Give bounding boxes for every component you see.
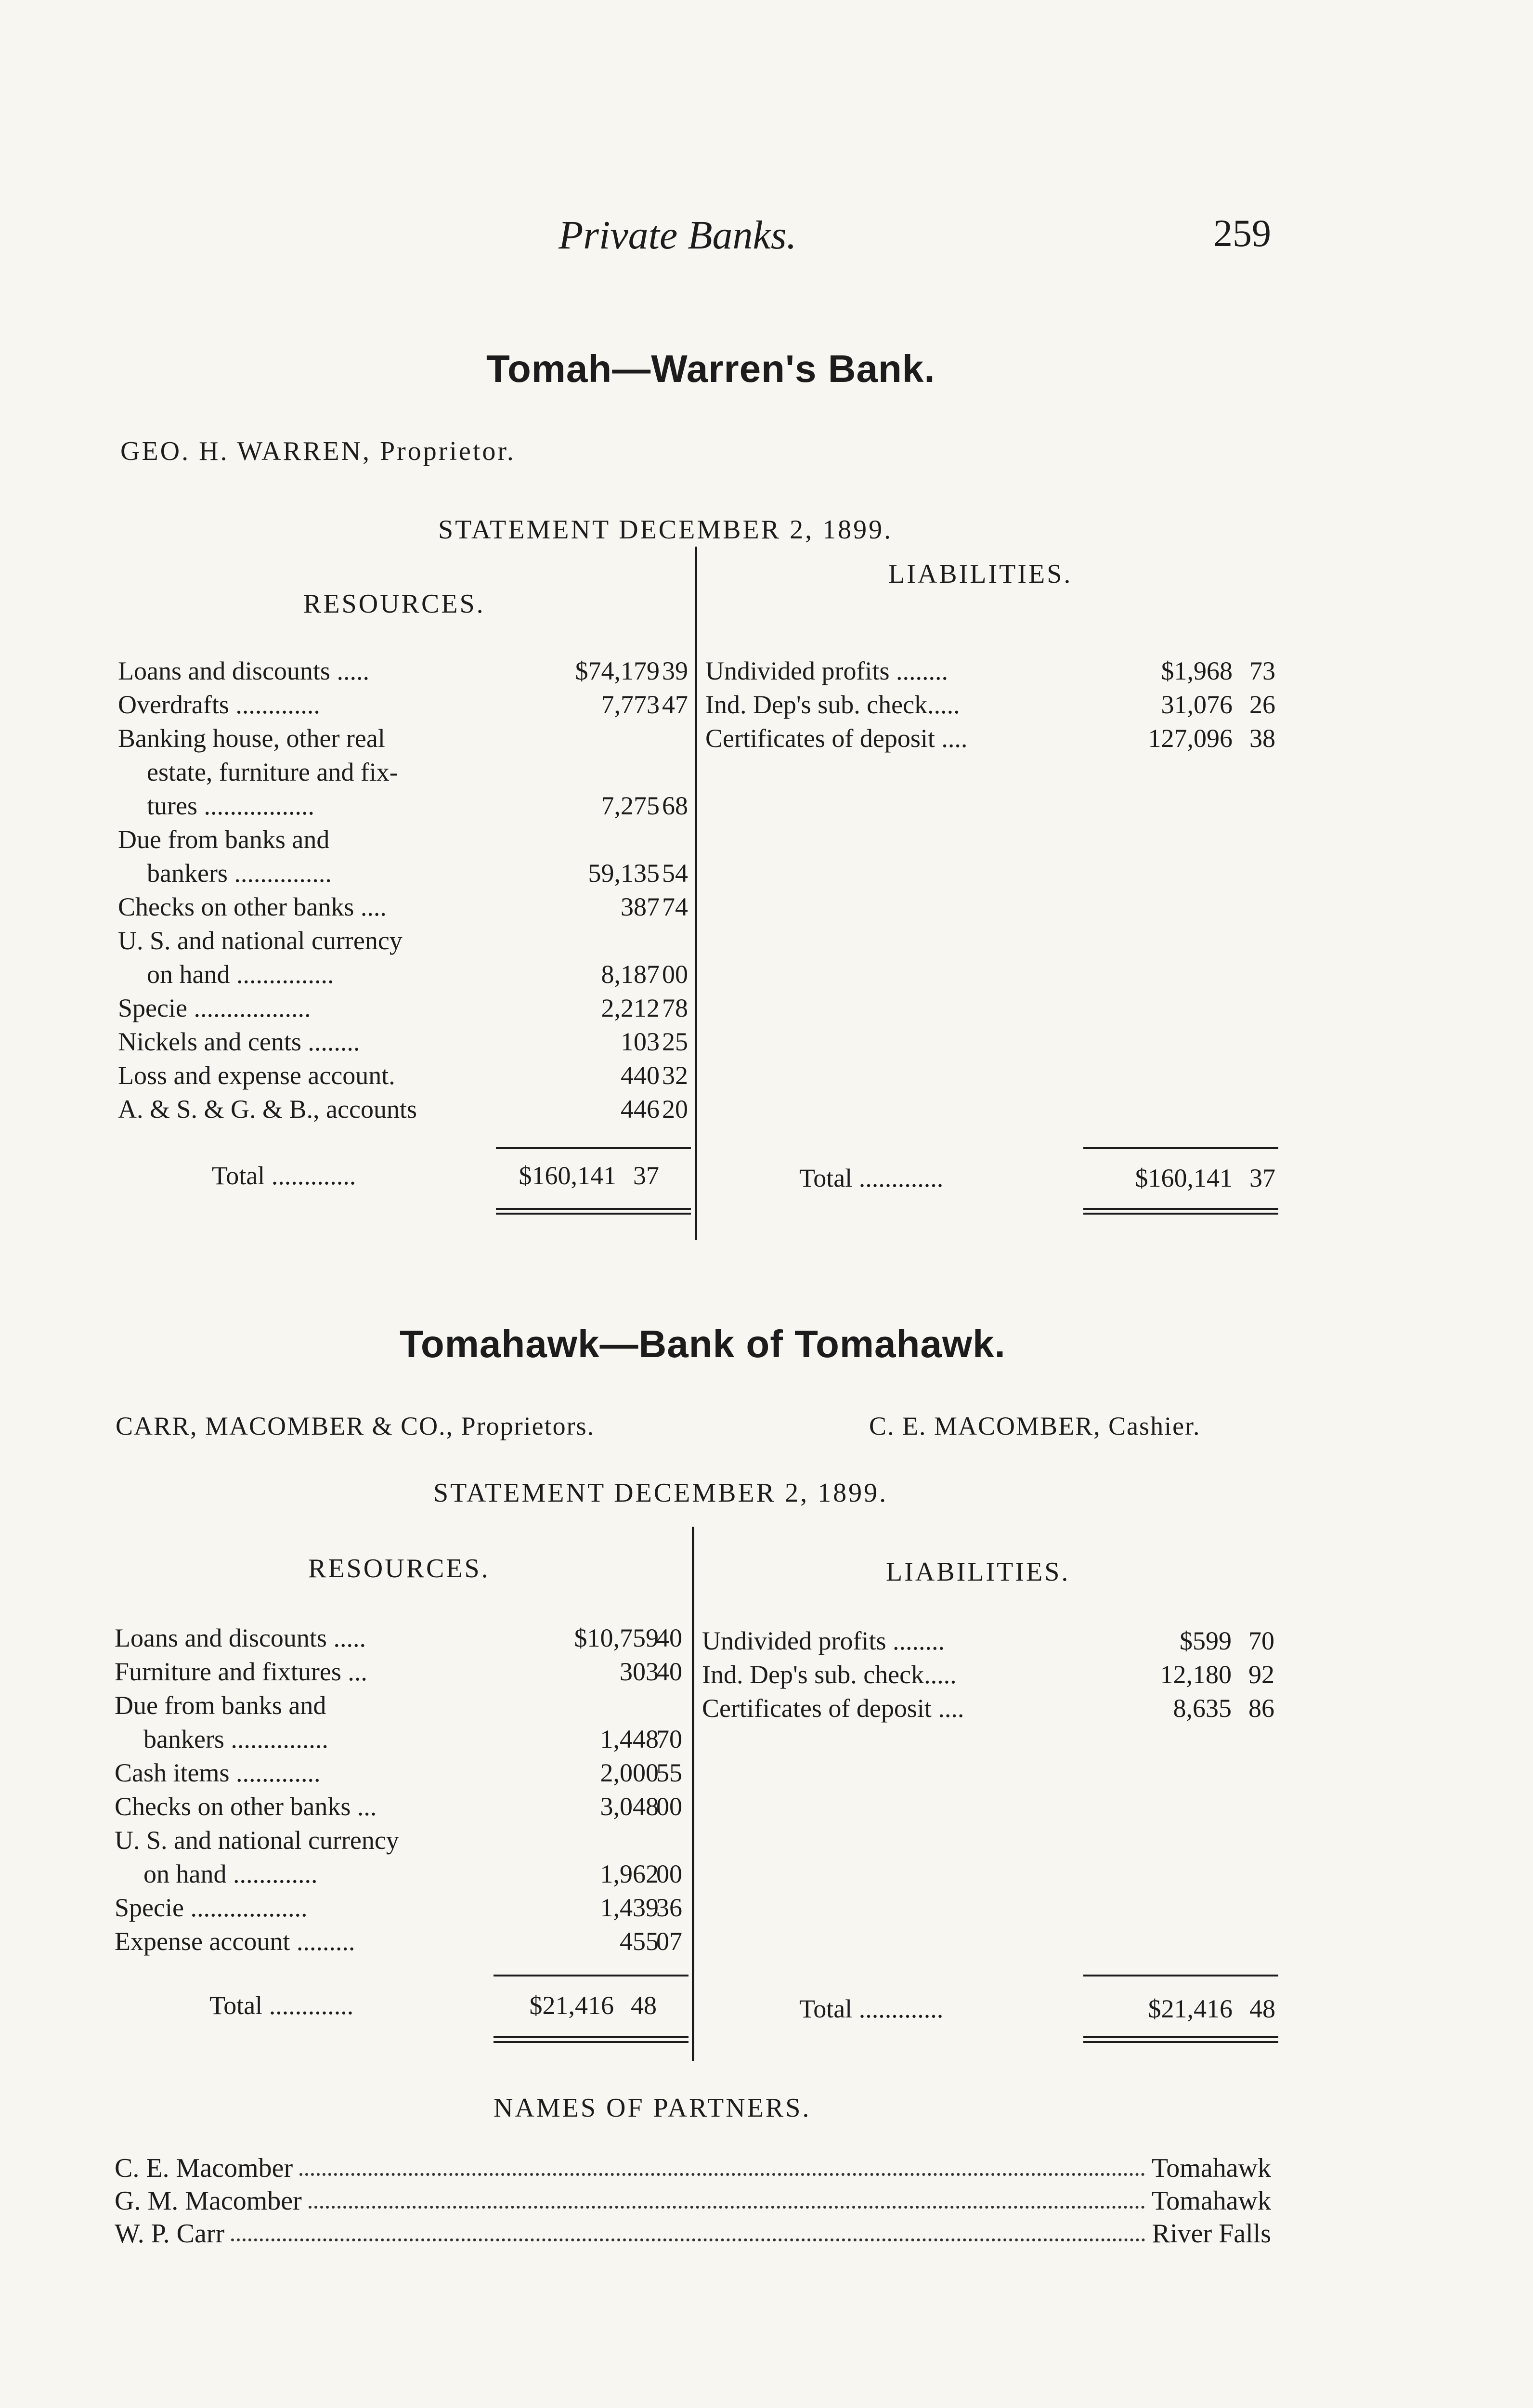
row-dollars: 8,635: [1173, 1694, 1232, 1723]
bank2-column-divider: [692, 1527, 694, 2061]
row-label: Banking house, other real: [118, 724, 385, 753]
table-row: [115, 1893, 688, 1926]
row-label: tures .................: [147, 791, 314, 820]
row-label: Ind. Dep's sub. check.....: [705, 690, 960, 719]
bank2-resources-heading: RESOURCES.: [308, 1554, 490, 1584]
row-dollars: 127,096: [1148, 724, 1233, 753]
row-label: A. & S. & G. & B., accounts: [118, 1095, 417, 1124]
table-row: [702, 1626, 1280, 1660]
bank2-cashier: C. E. MACOMBER, Cashier.: [869, 1412, 1201, 1440]
dot-leader: [309, 2206, 1145, 2209]
total-label: Total .............: [799, 1994, 944, 2023]
row-label: U. S. and national currency: [115, 1826, 399, 1855]
table-row: [118, 858, 691, 892]
row-cents: 40: [656, 1657, 682, 1686]
row-label: Specie ..................: [118, 994, 311, 1022]
total-dollars: $160,141: [519, 1161, 616, 1190]
row-cents: 68: [662, 791, 688, 820]
row-dollars: 7,275: [601, 791, 660, 820]
row-cents: 78: [662, 994, 688, 1022]
table-row: [702, 1693, 1280, 1727]
table-row: [702, 1660, 1280, 1693]
bank2-statement: STATEMENT DECEMBER 2, 1899.: [433, 1478, 888, 1508]
running-title: Private Banks.: [559, 213, 797, 258]
bank1-column-divider: [695, 547, 697, 1240]
table-row: [705, 723, 1283, 757]
bank2-liab-sum-rule: [1083, 1975, 1278, 1976]
table-row: [115, 1690, 688, 1724]
table-row: [118, 1027, 691, 1060]
row-cents: 00: [662, 960, 688, 989]
table-row: [118, 791, 691, 824]
row-label: bankers ...............: [143, 1725, 328, 1754]
row-cents: 26: [1249, 690, 1275, 719]
row-label: Undivided profits ........: [702, 1626, 945, 1655]
bank1-res-double-rule: [496, 1208, 691, 1215]
partner-town: River Falls: [1152, 2219, 1271, 2249]
bank2-liabilities-heading: LIABILITIES.: [886, 1557, 1070, 1587]
table-row: [115, 1758, 688, 1792]
partner-name: G. M. Macomber: [115, 2186, 302, 2216]
row-label: bankers ...............: [147, 859, 332, 888]
table-row: [115, 1792, 688, 1825]
row-label: Loans and discounts .....: [118, 656, 369, 685]
bank1-liabilities-heading: LIABILITIES.: [888, 559, 1073, 589]
row-dollars: 12,180: [1160, 1660, 1232, 1689]
row-label: on hand ...............: [147, 960, 334, 989]
bank2-liab-total-row: [799, 1994, 1281, 2028]
row-cents: 00: [656, 1792, 682, 1821]
table-row: [118, 656, 691, 690]
row-cents: 73: [1249, 656, 1275, 685]
table-row: [115, 1623, 688, 1657]
table-row: [118, 690, 691, 723]
row-cents: 54: [662, 859, 688, 888]
bank2-proprietor: CARR, MACOMBER & CO., Proprietors.: [116, 1412, 595, 1440]
bank1-title: Tomah—Warren's Bank.: [486, 347, 935, 390]
row-dollars: 7,773: [601, 690, 660, 719]
row-dollars: 1,439: [600, 1893, 659, 1922]
table-row: [118, 926, 691, 959]
table-row: [118, 824, 691, 858]
bank1-resources-heading: RESOURCES.: [303, 589, 485, 619]
row-label: Loans and discounts .....: [115, 1623, 366, 1652]
total-cents: 48: [1249, 1994, 1275, 2023]
row-label: U. S. and national currency: [118, 926, 403, 955]
bank2-title: Tomahawk—Bank of Tomahawk.: [400, 1322, 1006, 1365]
row-label: Overdrafts .............: [118, 690, 320, 719]
total-dollars: $21,416: [1148, 1994, 1233, 2023]
row-cents: 47: [662, 690, 688, 719]
total-dollars: $160,141: [1135, 1164, 1233, 1192]
bank2-res-total-row: [209, 1990, 691, 2024]
table-row: [118, 723, 691, 757]
total-cents: 37: [633, 1161, 659, 1190]
row-cents: 74: [662, 892, 688, 921]
partners-heading: NAMES OF PARTNERS.: [494, 2093, 811, 2123]
partner-name: W. P. Carr: [115, 2219, 225, 2249]
bank1-liab-sum-rule: [1083, 1147, 1278, 1149]
total-cents: 37: [1249, 1164, 1275, 1192]
row-dollars: $10,759: [574, 1623, 659, 1652]
row-label: Nickels and cents ........: [118, 1027, 360, 1056]
row-dollars: 3,048: [600, 1792, 659, 1821]
row-cents: 36: [656, 1893, 682, 1922]
row-cents: 20: [662, 1095, 688, 1124]
table-row: [118, 959, 691, 993]
row-cents: 70: [656, 1725, 682, 1754]
bank1-liab-total-row: [799, 1163, 1281, 1197]
row-cents: 70: [1248, 1626, 1274, 1655]
row-label: Checks on other banks ...: [115, 1792, 377, 1821]
row-label: Undivided profits ........: [705, 656, 948, 685]
row-dollars: 387: [621, 892, 660, 921]
row-dollars: 1,448: [600, 1725, 659, 1754]
row-dollars: $1,968: [1161, 656, 1233, 685]
row-dollars: 455: [620, 1927, 659, 1956]
table-row: [118, 757, 691, 791]
table-row: [705, 656, 1283, 690]
bank2-res-double-rule: [494, 2036, 689, 2043]
table-row: [118, 892, 691, 926]
row-cents: 86: [1248, 1694, 1274, 1723]
bank1-res-total-row: [212, 1161, 693, 1194]
table-row: [705, 690, 1283, 723]
row-label: Due from banks and: [115, 1691, 326, 1720]
page-number: 259: [1213, 212, 1271, 255]
row-label: Expense account .........: [115, 1927, 355, 1956]
row-label: Due from banks and: [118, 825, 330, 854]
table-row: [118, 1060, 691, 1094]
total-label: Total .............: [209, 1991, 354, 2020]
table-row: [115, 1724, 688, 1758]
row-cents: 32: [662, 1061, 688, 1090]
row-label: Cash items .............: [115, 1758, 321, 1787]
row-cents: 40: [656, 1623, 682, 1652]
bank2-res-sum-rule: [494, 1975, 689, 1976]
bank1-statement: STATEMENT DECEMBER 2, 1899.: [438, 515, 893, 545]
row-label: on hand .............: [143, 1859, 318, 1888]
total-label: Total .............: [212, 1161, 356, 1190]
row-dollars: 1,962: [600, 1859, 659, 1888]
partner-name: C. E. Macomber: [115, 2153, 293, 2183]
dot-leader: [299, 2173, 1145, 2176]
row-dollars: $599: [1180, 1626, 1232, 1655]
table-row: [115, 1657, 688, 1690]
row-dollars: 440: [621, 1061, 660, 1090]
row-dollars: 446: [621, 1095, 660, 1124]
row-dollars: 303: [620, 1657, 659, 1686]
row-cents: 00: [656, 1859, 682, 1888]
row-dollars: 31,076: [1161, 690, 1233, 719]
row-label: estate, furniture and fix-: [147, 758, 398, 786]
table-row: [115, 1926, 688, 1960]
bank2-liab-double-rule: [1083, 2036, 1278, 2043]
row-label: Furniture and fixtures ...: [115, 1657, 367, 1686]
table-row: [118, 1094, 691, 1128]
row-label: Certificates of deposit ....: [705, 724, 968, 753]
row-label: Checks on other banks ....: [118, 892, 387, 921]
bank1-res-sum-rule: [496, 1147, 691, 1149]
row-label: Certificates of deposit ....: [702, 1694, 964, 1723]
row-dollars: $74,179: [575, 656, 660, 685]
row-label: Loss and expense account.: [118, 1061, 395, 1090]
row-dollars: 2,000: [600, 1758, 659, 1787]
total-dollars: $21,416: [529, 1991, 614, 2020]
bank1-liab-double-rule: [1083, 1208, 1278, 1215]
row-label: Ind. Dep's sub. check.....: [702, 1660, 957, 1689]
row-dollars: 59,135: [588, 859, 660, 888]
row-cents: 25: [662, 1027, 688, 1056]
row-cents: 07: [656, 1927, 682, 1956]
row-cents: 92: [1248, 1660, 1274, 1689]
row-dollars: 103: [621, 1027, 660, 1056]
row-cents: 38: [1249, 724, 1275, 753]
row-dollars: 8,187: [601, 960, 660, 989]
table-row: [115, 1859, 688, 1893]
row-dollars: 2,212: [601, 994, 660, 1022]
partner-town: Tomahawk: [1151, 2153, 1271, 2183]
total-label: Total .............: [799, 1164, 944, 1192]
partner-town: Tomahawk: [1151, 2186, 1271, 2216]
bank1-proprietor: GEO. H. WARREN, Proprietor.: [120, 436, 516, 466]
row-cents: 55: [656, 1758, 682, 1787]
table-row: [118, 993, 691, 1027]
dot-leader: [231, 2238, 1145, 2241]
total-cents: 48: [631, 1991, 657, 2020]
row-cents: 39: [662, 656, 688, 685]
row-label: Specie ..................: [115, 1893, 308, 1922]
table-row: [115, 1825, 688, 1859]
